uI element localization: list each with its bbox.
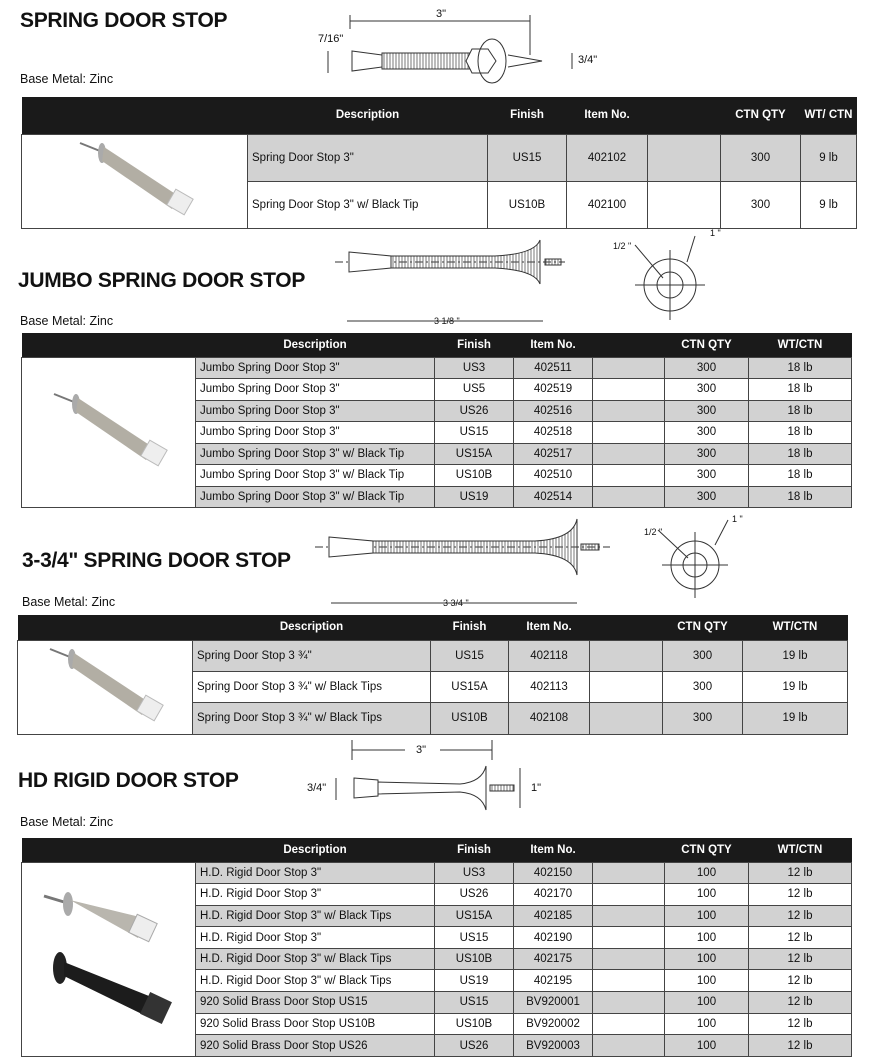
header-item-no: Item No. (509, 615, 590, 640)
cell-blank (593, 970, 665, 992)
dimension-base: 3/4" (578, 54, 598, 66)
cell-blank (590, 640, 663, 671)
header-blank (593, 838, 665, 862)
cell-ctn-qty: 300 (665, 443, 749, 465)
cell-description: Spring Door Stop 3 ¾" w/ Black Tips (193, 703, 431, 734)
cell-description: Spring Door Stop 3" (248, 134, 488, 181)
cell-item-no: 402108 (509, 703, 590, 734)
cell-wt-ctn: 12 lb (749, 884, 852, 906)
cell-item-no: 402516 (514, 400, 593, 422)
cell-finish: US26 (435, 400, 514, 422)
cell-ctn-qty: 300 (663, 671, 743, 702)
section-title: 3-3/4" SPRING DOOR STOP (22, 549, 291, 572)
cell-item-no: BV920002 (514, 1013, 593, 1035)
cell-blank (590, 703, 663, 734)
cell-finish: US10B (435, 1013, 514, 1035)
cell-wt-ctn: 18 lb (749, 465, 852, 487)
header-image (22, 97, 248, 134)
cell-blank (593, 1035, 665, 1057)
header-wt-ctn: WT/ CTN (801, 97, 857, 134)
cell-finish: US15A (435, 905, 514, 927)
cell-description: Jumbo Spring Door Stop 3" w/ Black Tip (196, 465, 435, 487)
cell-blank (593, 927, 665, 949)
cell-finish: US26 (435, 1035, 514, 1057)
header-blank (648, 97, 721, 134)
cell-finish: US10B (431, 703, 509, 734)
cell-description: Jumbo Spring Door Stop 3" (196, 357, 435, 379)
header-blank (593, 333, 665, 357)
cell-wt-ctn: 12 lb (749, 948, 852, 970)
cell-description: 920 Solid Brass Door Stop US15 (196, 992, 435, 1014)
product-image (22, 357, 196, 508)
header-image (18, 615, 193, 640)
cell-item-no: 402175 (514, 948, 593, 970)
cell-wt-ctn: 12 lb (749, 1035, 852, 1057)
spring-door-stop-diagram (320, 15, 580, 85)
jumbo-base-diagram (625, 240, 715, 320)
cell-ctn-qty: 300 (665, 400, 749, 422)
cell-wt-ctn: 12 lb (749, 862, 852, 884)
header-description: Description (196, 333, 435, 357)
cell-ctn-qty: 100 (665, 862, 749, 884)
dimension-length: 3 1/8 " (434, 316, 460, 326)
cell-wt-ctn: 19 lb (743, 703, 848, 734)
header-blank (590, 615, 663, 640)
cell-ctn-qty: 300 (665, 486, 749, 508)
dimension-hole: 1/2 " (613, 241, 632, 251)
cell-wt-ctn: 19 lb (743, 671, 848, 702)
cell-ctn-qty: 100 (665, 884, 749, 906)
cell-blank (593, 948, 665, 970)
cell-wt-ctn: 12 lb (749, 905, 852, 927)
cell-ctn-qty: 300 (721, 181, 801, 228)
dimension-diameter: 1 " (710, 228, 721, 238)
cell-wt-ctn: 12 lb (749, 992, 852, 1014)
cell-item-no: 402195 (514, 970, 593, 992)
base-metal-label: Base Metal: Zinc (20, 314, 114, 328)
cell-description: Jumbo Spring Door Stop 3" w/ Black Tip (196, 443, 435, 465)
product-image (22, 862, 196, 1056)
table-row (22, 862, 852, 884)
base-metal-label: Base Metal: Zinc (20, 815, 114, 829)
cell-blank (593, 465, 665, 487)
product-table (17, 615, 848, 735)
cell-finish: US15A (435, 443, 514, 465)
cell-item-no: 402100 (567, 181, 648, 228)
cell-ctn-qty: 300 (665, 422, 749, 444)
header-item-no: Item No. (567, 97, 648, 134)
cell-item-no: 402514 (514, 486, 593, 508)
cell-ctn-qty: 300 (663, 640, 743, 671)
header-image (22, 333, 196, 357)
cell-finish: US15 (488, 134, 567, 181)
header-image (22, 838, 196, 862)
cell-description: H.D. Rigid Door Stop 3" (196, 927, 435, 949)
cell-blank (593, 884, 665, 906)
cell-finish: US5 (435, 379, 514, 401)
product-image (18, 640, 193, 734)
black-door-stop-photo (53, 952, 172, 1024)
dimension-length: 3" (416, 744, 427, 756)
cell-ctn-qty: 300 (665, 357, 749, 379)
cell-item-no: 402511 (514, 357, 593, 379)
cell-wt-ctn: 19 lb (743, 640, 848, 671)
dimension-tip: 3/4" (307, 782, 327, 794)
dimension-tip: 7/16" (318, 33, 344, 45)
section-title: HD RIGID DOOR STOP (18, 769, 239, 792)
header-ctn-qty: CTN QTY (665, 333, 749, 357)
product-image (22, 134, 248, 228)
cell-wt-ctn: 18 lb (749, 357, 852, 379)
cell-item-no: 402190 (514, 927, 593, 949)
cell-wt-ctn: 18 lb (749, 400, 852, 422)
header-description: Description (193, 615, 431, 640)
cell-description: 920 Solid Brass Door Stop US26 (196, 1035, 435, 1057)
dimension-base: 1" (531, 782, 542, 794)
header-ctn-qty: CTN QTY (665, 838, 749, 862)
cell-ctn-qty: 100 (665, 970, 749, 992)
section-title: JUMBO SPRING DOOR STOP (18, 269, 306, 292)
cell-blank (593, 400, 665, 422)
cell-finish: US15A (431, 671, 509, 702)
cell-finish: US15 (435, 422, 514, 444)
cell-wt-ctn: 18 lb (749, 443, 852, 465)
cell-item-no: BV920001 (514, 992, 593, 1014)
cell-blank (593, 357, 665, 379)
cell-blank (648, 134, 721, 181)
cell-description: Spring Door Stop 3 ¾" (193, 640, 431, 671)
cell-blank (593, 486, 665, 508)
header-finish: Finish (435, 838, 514, 862)
cell-blank (593, 992, 665, 1014)
cell-item-no: 402150 (514, 862, 593, 884)
header-finish: Finish (488, 97, 567, 134)
cell-description: Jumbo Spring Door Stop 3" (196, 422, 435, 444)
cell-finish: US10B (488, 181, 567, 228)
cell-wt-ctn: 9 lb (801, 181, 857, 228)
cell-ctn-qty: 100 (665, 905, 749, 927)
dimension-hole: 1/2 " (644, 527, 663, 537)
header-item-no: Item No. (514, 333, 593, 357)
cell-blank (593, 379, 665, 401)
header-wt-ctn: WT/CTN (743, 615, 848, 640)
cell-wt-ctn: 18 lb (749, 486, 852, 508)
table-row (22, 134, 857, 181)
cell-description: H.D. Rigid Door Stop 3" (196, 862, 435, 884)
cell-blank (593, 1013, 665, 1035)
cell-item-no: 402170 (514, 884, 593, 906)
cell-wt-ctn: 9 lb (801, 134, 857, 181)
table-row (22, 357, 852, 379)
cell-wt-ctn: 18 lb (749, 379, 852, 401)
base-metal-label: Base Metal: Zinc (22, 595, 116, 609)
cell-wt-ctn: 12 lb (749, 927, 852, 949)
base-diagram (650, 520, 740, 600)
header-ctn-qty: CTN QTY (721, 97, 801, 134)
cell-item-no: BV920003 (514, 1035, 593, 1057)
cell-description: Spring Door Stop 3 ¾" w/ Black Tips (193, 671, 431, 702)
cell-ctn-qty: 100 (665, 1013, 749, 1035)
cell-blank (593, 443, 665, 465)
cell-ctn-qty: 100 (665, 992, 749, 1014)
header-description: Description (248, 97, 488, 134)
cell-blank (593, 422, 665, 444)
cell-finish: US15 (435, 992, 514, 1014)
cell-description: H.D. Rigid Door Stop 3" w/ Black Tips (196, 970, 435, 992)
section-title: SPRING DOOR STOP (20, 9, 228, 32)
cell-description: Spring Door Stop 3" w/ Black Tip (248, 181, 488, 228)
header-finish: Finish (431, 615, 509, 640)
cell-finish: US3 (435, 357, 514, 379)
header-finish: Finish (435, 333, 514, 357)
cell-item-no: 402519 (514, 379, 593, 401)
cell-finish: US3 (435, 862, 514, 884)
cell-finish: US19 (435, 486, 514, 508)
cell-description: Jumbo Spring Door Stop 3" w/ Black Tip (196, 486, 435, 508)
table-row (18, 640, 848, 671)
dimension-length: 3" (436, 8, 447, 20)
header-wt-ctn: WT/CTN (749, 838, 852, 862)
product-table (21, 333, 852, 508)
cell-description: H.D. Rigid Door Stop 3" (196, 884, 435, 906)
cell-description: 920 Solid Brass Door Stop US10B (196, 1013, 435, 1035)
cell-blank (593, 905, 665, 927)
cell-item-no: 402113 (509, 671, 590, 702)
cell-item-no: 402102 (567, 134, 648, 181)
base-metal-label: Base Metal: Zinc (20, 72, 114, 86)
cell-finish: US19 (435, 970, 514, 992)
cell-item-no: 402118 (509, 640, 590, 671)
cell-finish: US26 (435, 884, 514, 906)
cell-description: Jumbo Spring Door Stop 3" (196, 400, 435, 422)
cell-ctn-qty: 100 (665, 948, 749, 970)
header-item-no: Item No. (514, 838, 593, 862)
header-description: Description (196, 838, 435, 862)
cell-finish: US10B (435, 948, 514, 970)
header-wt-ctn: WT/CTN (749, 333, 852, 357)
cell-wt-ctn: 18 lb (749, 422, 852, 444)
cell-ctn-qty: 300 (663, 703, 743, 734)
hd-door-stop-photo (44, 892, 157, 942)
cell-ctn-qty: 100 (665, 927, 749, 949)
cell-blank (590, 671, 663, 702)
cell-description: Jumbo Spring Door Stop 3" (196, 379, 435, 401)
dimension-diameter: 1 " (732, 514, 743, 524)
cell-item-no: 402518 (514, 422, 593, 444)
cell-finish: US10B (435, 465, 514, 487)
cell-finish: US15 (431, 640, 509, 671)
cell-ctn-qty: 100 (665, 1035, 749, 1057)
cell-item-no: 402185 (514, 905, 593, 927)
cell-finish: US15 (435, 927, 514, 949)
product-table (21, 838, 852, 1057)
cell-wt-ctn: 12 lb (749, 1013, 852, 1035)
cell-ctn-qty: 300 (721, 134, 801, 181)
cell-blank (593, 862, 665, 884)
cell-item-no: 402517 (514, 443, 593, 465)
jumbo-spring-door-stop-diagram (335, 238, 575, 328)
dimension-length: 3 3/4 " (443, 598, 469, 608)
header-ctn-qty: CTN QTY (663, 615, 743, 640)
cell-description: H.D. Rigid Door Stop 3" w/ Black Tips (196, 948, 435, 970)
cell-description: H.D. Rigid Door Stop 3" w/ Black Tips (196, 905, 435, 927)
cell-ctn-qty: 300 (665, 379, 749, 401)
cell-wt-ctn: 12 lb (749, 970, 852, 992)
cell-ctn-qty: 300 (665, 465, 749, 487)
product-table (21, 97, 857, 229)
cell-blank (648, 181, 721, 228)
cell-item-no: 402510 (514, 465, 593, 487)
